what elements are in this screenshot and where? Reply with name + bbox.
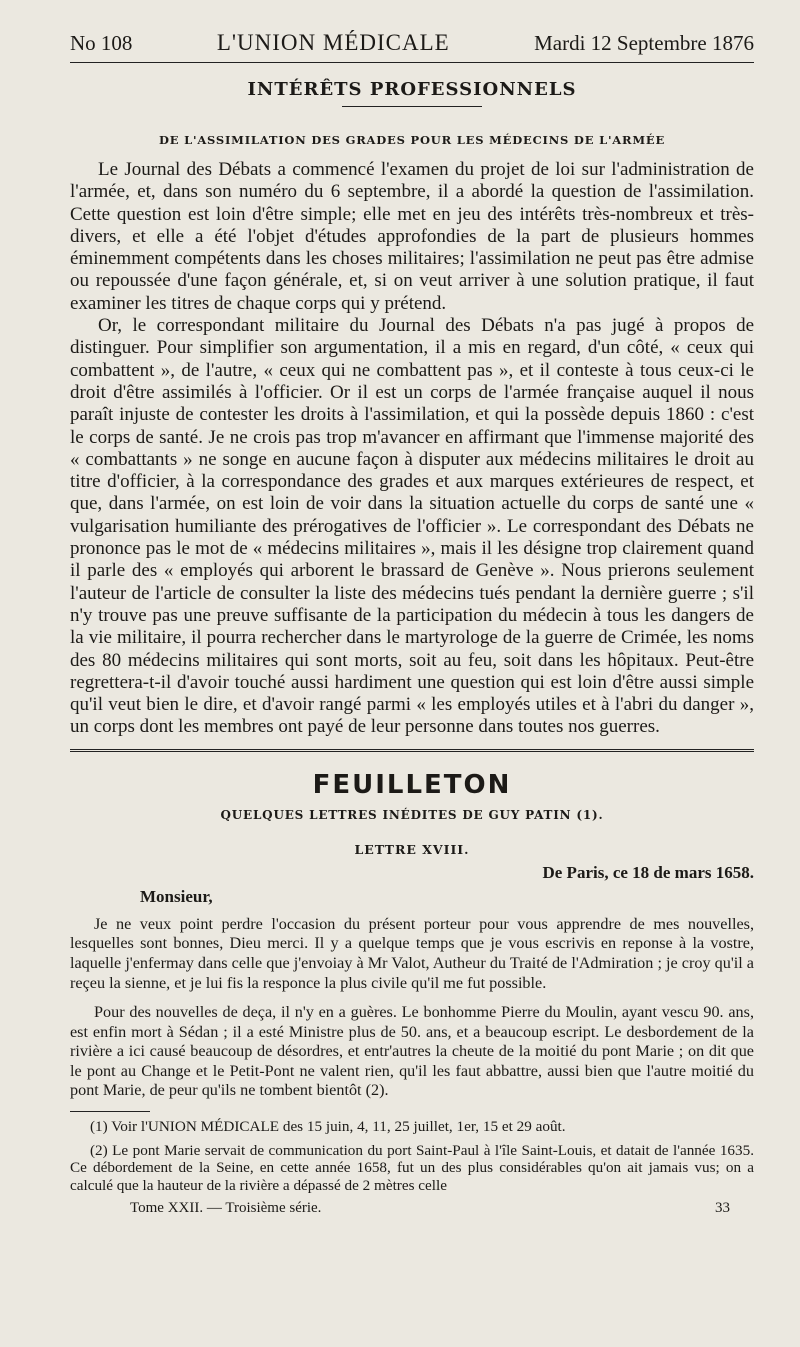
letter-number: LETTRE XVIII.	[354, 841, 470, 857]
volume-info: Tome XXII. — Troisième série.	[130, 1200, 322, 1217]
article-subtitle: DE L'ASSIMILATION DES GRADES POUR LES MÉDECINS DE L'ARMÉE	[158, 133, 666, 147]
article-paragraph: Le Journal des Débats a commencé l'examen du projet de loi sur l'administration de l'armée, et, dans son numéro du 6 septembre, il a abordé la question de l'assimilation. Cette question est loin d'être simple; elle met en jeu des intérêts très-nombreux et très-divers, et elle a été l'objet d'études approfondies de la part de plusieurs hommes éminemment compétents dans les choses militaires; l'assimilation ne peut pas être admise ou repoussée d'une façon générale, et, si on veut arriver à une solution pratique, il faut examiner les titres de chaque corps qui y prétend.	[70, 159, 754, 314]
letter-body	[70, 915, 754, 1101]
letter-paragraph: Je ne veux point perdre l'occasion du présent porteur pour vous apprendre de mes nouvelles, lesquelles sont bonnes, Dieu merci. Il y a quelque temps que je vous escrivis en reponse à la vostre, laquelle j'enfermay dans celle que j'envoiay à Mr Valot, Autheur du Traité de l'Admiration ; je croy qu'il a reçeu la sienne, et je lui fis la responce la plus civile qu'il me fut possible.	[70, 914, 754, 992]
footnote: (1) Voir l'UNION MÉDICALE des 15 juin, 4, 11, 25 juillet, 1er, 15 et 29 août.	[90, 1118, 566, 1136]
feuilleton-subtitle: QUELQUES LETTRES INÉDITES DE GUY PATIN (1).	[220, 807, 604, 822]
feuilleton-rule	[70, 749, 754, 752]
issue-number: No 108	[70, 31, 133, 55]
letter-paragraph: Pour des nouvelles de deça, il n'y en a guères. Le bonhomme Pierre du Moulin, ayant vescu 90. ans, est enfin mort à Sédan ; il a esté Ministre plus de 50. ans, et a beaucoup escript. Le desbordement de la rivière a ici causé beaucoup de désordres, et entr'autres la cheute de la moitié du pont Marie ; on dit que le pont au Change et le Petit-Pont ne valent rien, qu'il les faut abbattre, aussi bien que l'autre moitié du pont Marie, de peur qu'ils ne tombent bientôt (2).	[70, 1003, 754, 1100]
letter-dateline: De Paris, ce 18 de mars 1658.	[542, 862, 754, 882]
journal-title: L'UNION MÉDICALE	[216, 30, 450, 55]
footnote: (2) Le pont Marie servait de communication du port Saint-Paul à l'île Saint-Louis, et datait de l'année 1635. Ce débordement de la Seine, en cette année 1658, fut un des plus considérables qu'on ait jamais vus; on a calculé que la hauteur de la rivière a dépassé de 2 mètres celle	[70, 1141, 754, 1194]
page-number: 33	[715, 1200, 730, 1217]
article-paragraph: Or, le correspondant militaire du Journal des Débats n'a pas jugé à propos de distinguer. Pour simplifier son argumentation, il a mis en regard, d'un côté, « ceux qui combattent », de l'autre, « ceux qui ne combattent pas », et il conteste à tous ceux-ci le droit d'être assimilés à l'officier. Or il est un corps de l'armée française auquel il nous paraît injuste de contester les droits à l'assimilation, et qui la possède depuis 1860 : c'est le corps de santé. Je ne crois pas trop m'avancer en affirmant que l'immense majorité des « combattants » ne songe en aucune façon à disputer aux médecins militaires le droit au titre d'officier, à la correspondance des grades et aux marques extérieures de respect, et que, dans l'armée, on est loin de voir dans la situation actuelle du corps de santé une « vulgarisation humiliante des prérogatives de l'officier ». Le correspondant des Débats ne prononce pas le mot de « médecins militaires », mais il les désigne trop clairement quand il parle des « employés qui arborent le brassard de Genève ». Nous prierons seulement l'auteur de l'article de consulter la liste des médecins tués pendant la dernière guerre ; s'il n'y trouve pas une preuve suffisante de la participation du médecin à tous les dangers de la vie militaire, il pourra rechercher dans le martyrologe de la guerre de Crimée, les noms des 80 médecins militaires qui sont morts, soit au feu, soit dans les hôpitaux. Peut-être regrettera-t-il d'avoir touché aussi hardiment une question qui est loin d'être aussi simple qu'il veut bien le dire, et d'avoir rangé parmi « les employés utiles et à l'abri du danger », un corps dont les membres ont payé de leur personne dans toutes nos guerres.	[70, 315, 754, 738]
letter-salutation: Monsieur,	[140, 886, 213, 906]
header-rule	[70, 62, 754, 63]
section-rule	[342, 106, 482, 107]
footnote-rule	[70, 1111, 150, 1112]
feuilleton-title: FEUILLETON	[312, 769, 512, 800]
footnotes	[70, 1118, 754, 1194]
issue-date: Mardi 12 Septembre 1876	[534, 31, 754, 55]
article-body	[70, 159, 754, 739]
section-title: INTÉRÊTS PROFESSIONNELS	[247, 79, 577, 100]
page-footer	[70, 1200, 754, 1217]
masthead	[70, 30, 754, 56]
